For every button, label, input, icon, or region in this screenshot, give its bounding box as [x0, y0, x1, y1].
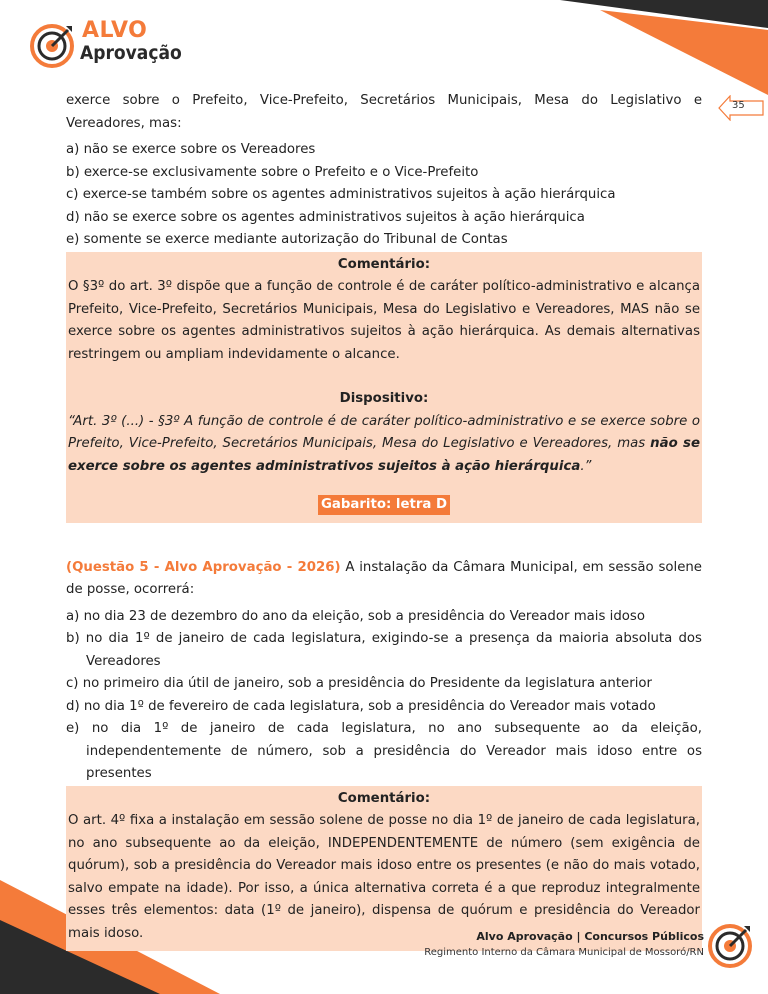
page-footer — [424, 929, 704, 961]
question4-option-a: a) não se exerce sobre os Vereadores — [66, 142, 316, 157]
logo-line1: ALVO — [82, 18, 148, 43]
footer-brand: Alvo Aprovação | Concursos Públicos — [476, 930, 704, 943]
question5-option-a: a) no dia 23 de dezembro do ano da eleição, sob a presidência do Vereador mais idoso — [66, 608, 645, 624]
logo-line2: Aprovação — [80, 42, 182, 64]
comment-text: O art. 4º fixa a instalação em sessão solene de posse no dia 1º de janeiro de cada legislatura, no ano subsequente ao da eleição, INDEPENDENTEMENTE de número (sem exigência de quórum), sob a presidência do Vereador mais idoso entre os presentes (e não do mais votado, salvo empate na idade). Por isso, a única alternativa correta é a que reproduz integralmente esses três elementos: data (1º de janeiro), dispensa de quórum e presidência do Vereador mais idoso. — [68, 813, 700, 941]
footer-subtitle: Regimento Interno da Câmara Municipal de Mossoró/RN — [424, 947, 704, 958]
question5-option-b: b) no dia 1º de janeiro de cada legislatura, exigindo-se a presença da maioria absoluta dos Vereadores — [66, 631, 702, 669]
question4-option-e: e) somente se exerce mediante autorização do Tribunal de Contas — [66, 232, 508, 247]
question4-stem-continuation: exerce sobre o Prefeito, Vice-Prefeito, Secretários Municipais, Mesa do Legislativo e Vereadores, mas: — [66, 93, 702, 131]
question5-heading: (Questão 5 - Alvo Aprovação - 2026) — [66, 559, 341, 575]
dispositivo-quote — [68, 411, 700, 479]
question5-stem-text: A instalação da Câmara Municipal, em sessão solene de posse, ocorrerá: — [66, 559, 702, 597]
gabarito-badge: Gabarito: letra D — [318, 495, 450, 515]
dispositivo-text: “Art. 3º (...) - §3º A função de controle é de caráter político-administrativo e se exerce sobre o Prefeito, Vice-Prefeito, Secretários Municipais, Mesa do Legislativo e Vereadores, mas — [68, 413, 700, 451]
page-number-badge — [718, 95, 764, 121]
question4-option-b: b) exerce-se exclusivamente sobre o Prefeito e o Vice-Prefeito — [66, 164, 479, 180]
page-content — [66, 90, 702, 951]
target-icon — [30, 24, 74, 68]
brand-logo — [30, 18, 182, 76]
comment-text: O §3º do art. 3º dispõe que a função de controle é de caráter político-administrativo e alcança Prefeito, Vice-Prefeito, Secretários Municipais, Mesa do Legislativo e Vereadores, MAS não se exerce sobre os agentes administrativos sujeitos à ação hierárquica. As demais alternativas restringem ou ampliam indevidamente o alcance. — [68, 279, 700, 362]
page-number: 35 — [732, 100, 745, 111]
question5-option-c: c) no primeiro dia útil de janeiro, sob a presidência do Presidente da legislatura anterior — [66, 676, 652, 691]
question5-option-d: d) no dia 1º de fevereiro de cada legislatura, sob a presidência do Vereador mais votado — [66, 698, 656, 714]
comment-title: Comentário: — [337, 256, 431, 272]
target-icon — [708, 924, 752, 968]
question5-stem — [66, 557, 702, 602]
dispositivo-end: .” — [580, 458, 592, 474]
dispositivo-bold-text: não se exerce sobre os agentes administrativos sujeitos à ação hierárquica — [68, 436, 700, 474]
question5-option-e: e) no dia 1º de janeiro de cada legislatura, no ano subsequente ao da eleição, independentemente de número, sob a presidência do Vereador mais idoso entre os presentes — [66, 721, 702, 781]
question4-option-d: d) não se exerce sobre os agentes administrativos sujeitos à ação hierárquica — [66, 209, 585, 225]
comment-title: Comentário: — [337, 790, 431, 806]
question4-comment-box — [66, 252, 702, 523]
dispositivo-title: Dispositivo: — [339, 391, 429, 406]
question5-comment-box — [66, 786, 702, 952]
question4-option-c: c) exerce-se também sobre os agentes administrativos sujeitos à ação hierárquica — [66, 187, 616, 202]
